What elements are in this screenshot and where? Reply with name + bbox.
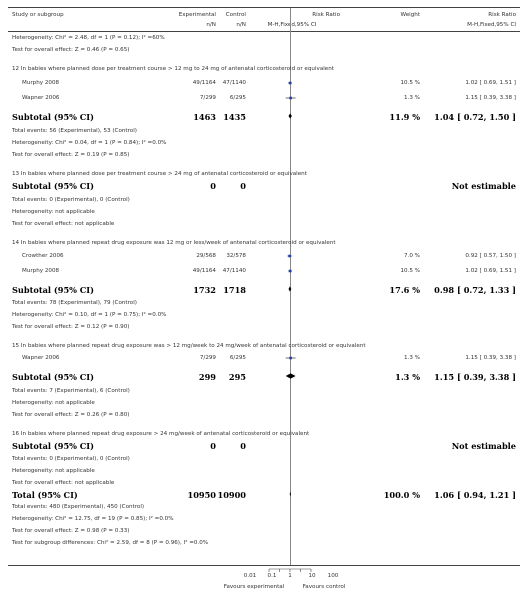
ctl-value: 6/295 xyxy=(229,95,246,101)
subtotal-exp: 1732 xyxy=(193,285,216,295)
total-exp: 10950 xyxy=(187,490,216,500)
axis-tick-label: 0.1 xyxy=(267,573,277,579)
subtotal-label: Subtotal (95% CI) xyxy=(12,181,94,191)
subtotal-weight: 17.6 % xyxy=(389,285,420,295)
stat-line: Total events: 480 (Experimental), 450 (Control) xyxy=(12,504,145,510)
stat-line: Total events: 56 (Experimental), 53 (Control) xyxy=(12,128,137,134)
exp-value: 49/1164 xyxy=(192,268,216,274)
effect-square xyxy=(289,82,292,85)
header-method: M-H,Fixed,95% CI xyxy=(267,22,317,28)
header-control: Control xyxy=(225,12,246,18)
ctl-value: 47/1140 xyxy=(222,80,246,86)
ci-value: 1.02 [ 0.69, 1.51 ] xyxy=(465,268,516,274)
total-weight: 100.0 % xyxy=(383,490,420,500)
stat-line: Test for overall effect: Z = 0.46 (P = 0.65) xyxy=(12,47,130,53)
study-name: Crowther 2006 xyxy=(22,253,64,259)
subtotal-weight: 11.9 % xyxy=(389,112,420,122)
ci-value: 0.92 [ 0.57, 1.50 ] xyxy=(465,253,516,259)
pooled-diamond xyxy=(290,491,291,496)
subtotal-exp: 0 xyxy=(210,441,216,451)
weight-value: 7.0 % xyxy=(404,253,420,259)
total-ctl: 10900 xyxy=(217,490,246,500)
weight-value: 10.5 % xyxy=(400,80,420,86)
stat-line: Heterogeneity: not applicable xyxy=(12,400,95,406)
subtotal-label: Subtotal (95% CI) xyxy=(12,372,94,382)
ctl-value: 6/295 xyxy=(229,355,246,361)
subtotal-label: Subtotal (95% CI) xyxy=(12,285,94,295)
effect-square xyxy=(289,357,292,360)
stat-line: Test for overall effect: Z = 0.98 (P = 0.33) xyxy=(12,528,130,534)
subtotal-ci: Not estimable xyxy=(451,181,516,191)
weight-value: 1.3 % xyxy=(404,95,420,101)
exp-value: 29/568 xyxy=(196,253,216,259)
header-method-2: M-H,Fixed,95% CI xyxy=(467,22,516,28)
study-name: Murphy 2008 xyxy=(22,80,60,86)
exp-value: 7/299 xyxy=(199,355,216,361)
stat-line: Total events: 78 (Experimental), 79 (Control) xyxy=(12,300,137,306)
subtotal-exp: 1463 xyxy=(193,112,216,122)
group-title: 15 In babies where planned repeat drug exposure was > 12 mg/week to 24 mg/week of antenatal corticosteroid or equivalent xyxy=(12,343,366,349)
effect-square xyxy=(289,97,292,100)
ctl-value: 32/578 xyxy=(226,253,246,259)
header-study: Study or subgroup xyxy=(12,12,64,18)
exp-value: 49/1164 xyxy=(192,80,216,86)
group-title: 12 In babies where planned dose per treatment course > 12 mg to 24 mg of antenatal corticosteroid or equivalent xyxy=(12,66,334,72)
subtotal-ci: Not estimable xyxy=(451,441,516,451)
weight-value: 10.5 % xyxy=(400,268,420,274)
study-name: Wapner 2006 xyxy=(22,95,60,101)
effect-square xyxy=(289,270,292,273)
pooled-diamond xyxy=(289,286,292,291)
group-title: 14 In babies where planned repeat drug exposure was 12 mg or less/week of antenatal corticosteroid or equivalent xyxy=(12,240,336,246)
stat-line: Test for subgroup differences: Chi² = 2.59, df = 8 (P = 0.96), I² =0.0% xyxy=(12,540,209,546)
subtotal-exp: 0 xyxy=(210,181,216,191)
ci-value: 1.02 [ 0.69, 1.51 ] xyxy=(465,80,516,86)
stat-line: Test for overall effect: Z = 0.19 (P = 0.85) xyxy=(12,152,130,158)
subtotal-exp: 299 xyxy=(198,372,216,382)
stat-line: Heterogeneity: not applicable xyxy=(12,209,95,215)
stat-line: Test for overall effect: not applicable xyxy=(12,221,115,227)
header-ctl-nN: n/N xyxy=(236,22,246,28)
favours-experimental-label: Favours experimental xyxy=(223,584,285,590)
header-risk-ratio-2: Risk Ratio xyxy=(488,12,516,18)
axis-tick-label: 0.01 xyxy=(243,573,257,579)
stat-line: Heterogeneity: Chi² = 0.10, df = 1 (P = 0.75); I² =0.0% xyxy=(12,312,167,318)
subtotal-label: Subtotal (95% CI) xyxy=(12,441,94,451)
subtotal-weight: 1.3 % xyxy=(395,372,420,382)
subtotal-ctl: 295 xyxy=(228,372,246,382)
stat-line: Test for overall effect: not applicable xyxy=(12,480,115,486)
total-ci: 1.06 [ 0.94, 1.21 ] xyxy=(434,490,516,500)
ci-value: 1.15 [ 0.39, 3.38 ] xyxy=(465,95,516,101)
subtotal-ctl: 1718 xyxy=(223,285,246,295)
pooled-diamond xyxy=(289,113,292,118)
stat-line: Heterogeneity: Chi² = 12.75, df = 19 (P = 0.85); I² =0.0% xyxy=(12,516,174,522)
ctl-value: 47/1140 xyxy=(222,268,246,274)
header-risk-ratio: Risk Ratio xyxy=(312,12,340,18)
study-name: Wapner 2006 xyxy=(22,355,60,361)
stat-line: Test for overall effect: Z = 0.26 (P = 0.80) xyxy=(12,412,130,418)
subtotal-ci: 1.04 [ 0.72, 1.50 ] xyxy=(434,112,516,122)
subtotal-label: Subtotal (95% CI) xyxy=(12,112,94,122)
exp-value: 7/299 xyxy=(199,95,216,101)
total-label: Total (95% CI) xyxy=(12,490,78,500)
effect-square xyxy=(288,255,291,258)
subtotal-ctl: 1435 xyxy=(223,112,246,122)
favours-control-label: Favours control xyxy=(302,584,346,590)
subtotal-ctl: 0 xyxy=(240,441,246,451)
subtotal-ctl: 0 xyxy=(240,181,246,191)
axis-tick-label: 10 xyxy=(308,573,316,579)
study-name: Murphy 2008 xyxy=(22,268,60,274)
ci-value: 1.15 [ 0.39, 3.38 ] xyxy=(465,355,516,361)
stat-line: Heterogeneity: not applicable xyxy=(12,468,95,474)
header-exp-nN: n/N xyxy=(206,22,216,28)
axis-tick-label: 100 xyxy=(327,573,339,579)
stat-line: Heterogeneity: Chi² = 0.04, df = 1 (P = 0.84); I² =0.0% xyxy=(12,140,167,146)
header-weight: Weight xyxy=(400,12,420,18)
axis-tick-label: 1 xyxy=(288,573,292,579)
stat-line: Heterogeneity: Chi² = 2.48, df = 1 (P = 0.12); I² =60% xyxy=(12,35,165,41)
group-title: 16 In babies where planned repeat drug exposure > 24 mg/week of antenatal corticosteroid or equivalent xyxy=(12,431,310,437)
stat-line: Test for overall effect: Z = 0.12 (P = 0.90) xyxy=(12,324,130,330)
stat-line: Total events: 0 (Experimental), 0 (Control) xyxy=(12,197,130,203)
weight-value: 1.3 % xyxy=(404,355,420,361)
subtotal-ci: 0.98 [ 0.72, 1.33 ] xyxy=(434,285,516,295)
header-experimental: Experimental xyxy=(178,12,216,18)
stat-line: Total events: 0 (Experimental), 0 (Control) xyxy=(12,456,130,462)
stat-line: Total events: 7 (Experimental), 6 (Control) xyxy=(12,388,130,394)
group-title: 13 In babies where planned dose per treatment course > 24 mg of antenatal corticosteroid or equivalent xyxy=(12,171,307,177)
subtotal-ci: 1.15 [ 0.39, 3.38 ] xyxy=(434,372,516,382)
pooled-diamond xyxy=(286,373,296,378)
